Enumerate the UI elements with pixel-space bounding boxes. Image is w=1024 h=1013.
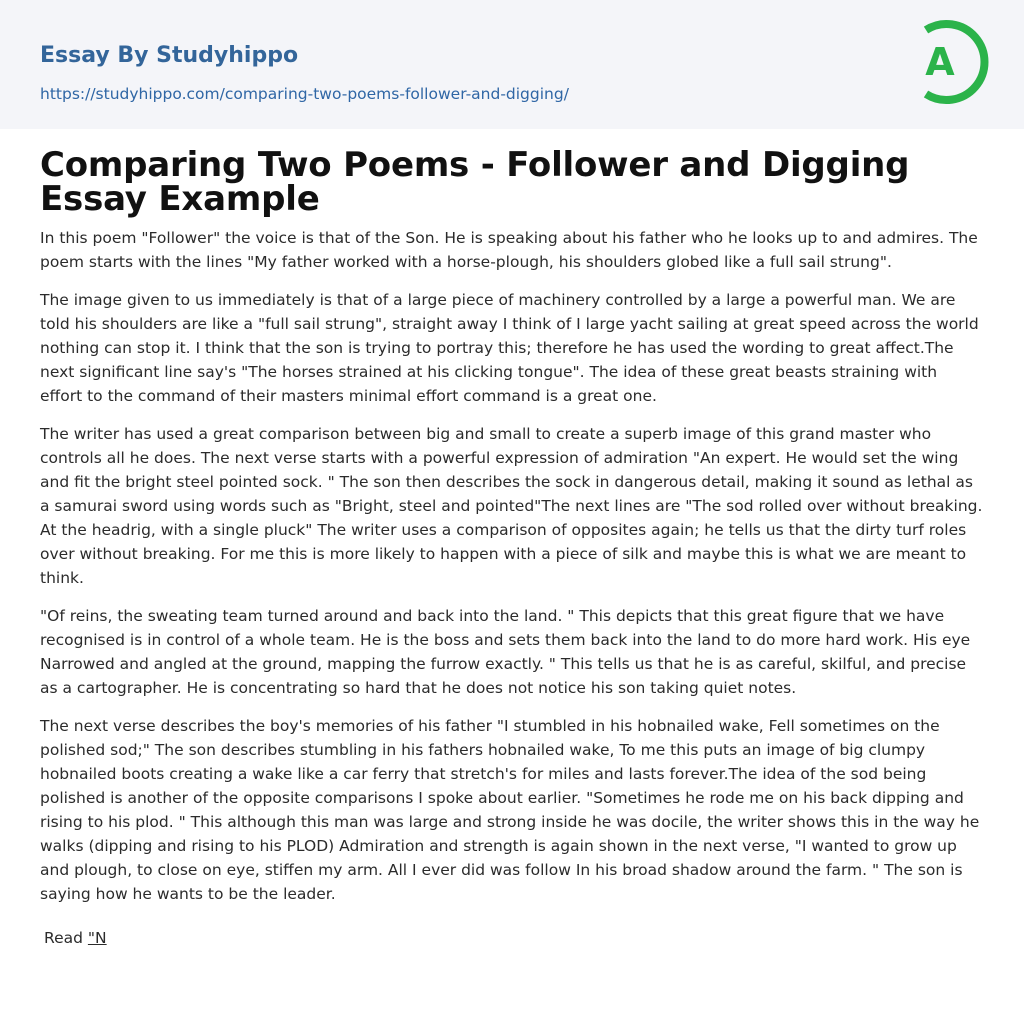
article-paragraph: The next verse describes the boy's memories of his father "I stumbled in his hobnailed wake, Fell sometimes on the polished sod;" The son describes stumbling in his fathers hobnailed wake, To me this puts an image of big clumpy hobnailed boots creating a wake like a car ferry that stretch's for miles and lasts forever.The idea of the sod being polished is another of the opposite comparisons I spoke about earlier. "Sometimes he rode me on his back dipping and rising to his plod. " This although this man was large and strong inside he was docile, the writer shows this in the way he walks (dipping and rising to his PLOD) Admiration and strength is again shown in the next verse, "I wanted to grow up and plough, to close on eye, stiffen my arm. All I ever did was follow In his broad shadow around the farm. " The son is saying how he wants to be the leader. [40,717,980,903]
logo-a-ring-icon[interactable] [910,18,990,106]
article-paragraph: In this poem "Follower" the voice is that of the Son. He is speaking about his father who he looks up to and admires. The poem starts with the lines "My father worked with a horse-plough, his shoulders globed like a full sail strung". [40,229,978,271]
read-more [44,926,984,950]
article-paragraph: "Of reins, the sweating team turned around and back into the land. " This depicts that this great figure that we have recognised is in control of a whole team. He is the boss and sets them back into the land to do more hard work. His eye Narrowed and angled at the ground, mapping the furrow exactly. " This tells us that he is as careful, skilful, and precise as a cartographer. He is concentrating so hard that he does not notice his son taking quiet notes. [40,607,971,697]
brand-title[interactable]: Essay By Studyhippo [40,43,299,68]
site-header [0,0,1024,129]
article-content [40,145,984,950]
read-more-prefix: Read [44,929,83,947]
source-url-link[interactable]: https://studyhippo.com/comparing-two-poems-follower-and-digging/ [40,85,569,103]
logo-letter: A [925,40,955,84]
page-title: Comparing Two Poems - Follower and Digging Essay Example [40,145,910,219]
article-paragraph: The image given to us immediately is that of a large piece of machinery controlled by a large a powerful man. We are told his shoulders are like a "full sail strung", straight away I think of I large yacht sailing at great speed across the world nothing can stop it. I think that the son is trying to portray this; therefore he has used the wording to great affect.The next significant line say's "The horses strained at his clicking tongue". The idea of these great beasts straining with effort to the command of their masters minimal effort command is a great one. [40,291,979,405]
read-more-link[interactable]: "N [87,929,107,947]
article-paragraph: The writer has used a great comparison between big and small to create a superb image of this grand master who controls all he does. The next verse starts with a powerful expression of admiration "An expert. He would set the wing and fit the bright steel pointed sock. " The son then describes the sock in dangerous detail, making it sound as lethal as a samurai sword using words such as "Bright, steel and pointed"The next lines are "The sod rolled over without breaking. At the headrig, with a single pluck" The writer uses a comparison of opposites again; he tells us that the dirty turf roles over without breaking. For me this is more likely to happen with a piece of silk and maybe this is what we are meant to think. [40,425,983,587]
